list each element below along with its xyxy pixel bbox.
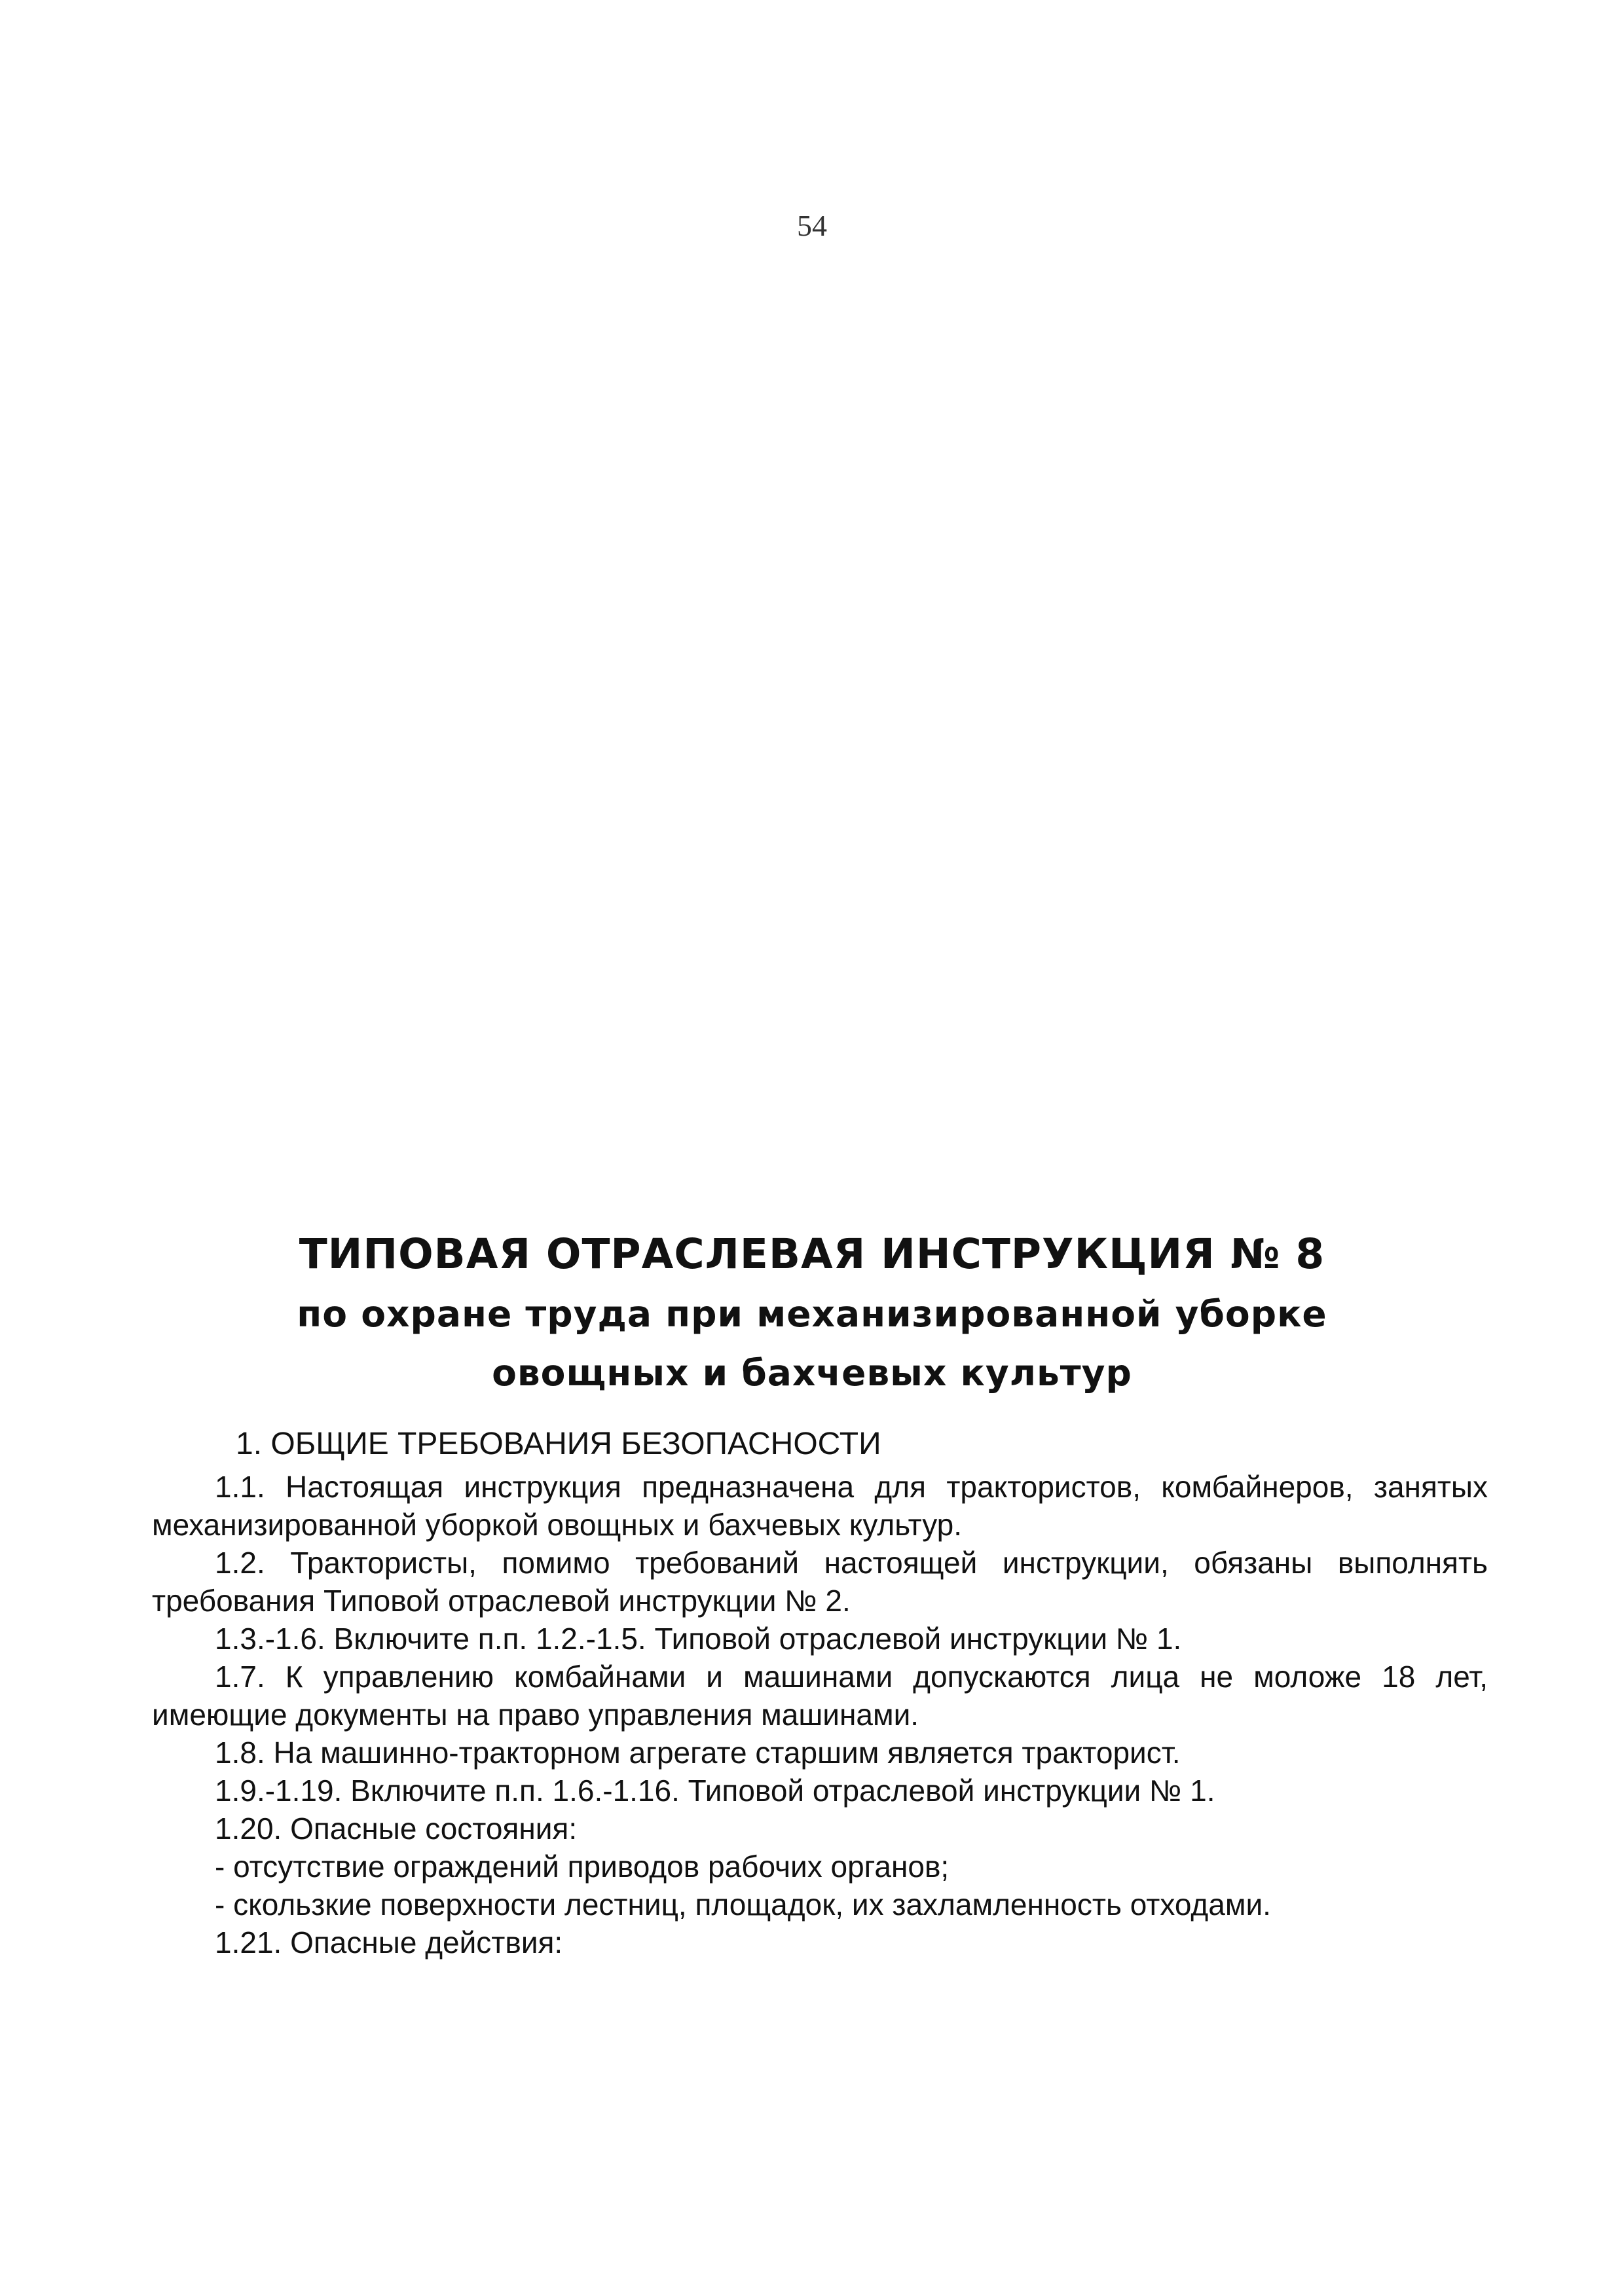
paragraph-1-8: 1.8. На машинно-тракторном агрегате старшим является тракторист. — [215, 1736, 1181, 1770]
paragraph-1-21: 1.21. Опасные действия: — [215, 1925, 563, 1959]
title-line-1: ТИПОВАЯ ОТРАСЛЕВАЯ ИНСТРУКЦИЯ № 8 — [299, 1230, 1325, 1278]
paragraph-1-2: 1.2. Трактористы, помимо требований настоящей инструкции, обязаны выполнять требования Типовой отраслевой инструкции № 2. — [152, 1546, 1488, 1618]
dash-item-1: - отсутствие ограждений приводов рабочих органов; — [215, 1850, 950, 1884]
title-line-2: по охране труда при механизированной уборке — [297, 1293, 1327, 1335]
document-title — [288, 1224, 1336, 1402]
paragraph-1-9: 1.9.-1.19. Включите п.п. 1.6.-1.16. Типовой отраслевой инструкции № 1. — [215, 1774, 1215, 1808]
title-line-3: овощных и бахчевых культур — [492, 1352, 1132, 1394]
dash-item-2: - скользкие поверхности лестниц, площадок, их захламленность отходами. — [215, 1887, 1271, 1922]
paragraph-1-1: 1.1. Настоящая инструкция предназначена для трактористов, комбайнеров, занятых механизированной уборкой овощных и бахчевых культур. — [152, 1470, 1488, 1542]
document-body — [152, 1421, 1488, 1961]
page-number: 54 — [797, 209, 827, 242]
paragraph-1-20: 1.20. Опасные состояния: — [215, 1812, 578, 1846]
paragraph-1-3: 1.3.-1.6. Включите п.п. 1.2.-1.5. Типовой отраслевой инструкции № 1. — [215, 1622, 1182, 1656]
paragraph-1-7: 1.7. К управлению комбайнами и машинами допускаются лица не моложе 18 лет, имеющие документы на право управления машинами. — [152, 1660, 1488, 1732]
section-heading: 1. ОБЩИЕ ТРЕБОВАНИЯ БЕЗОПАСНОСТИ — [236, 1427, 881, 1461]
